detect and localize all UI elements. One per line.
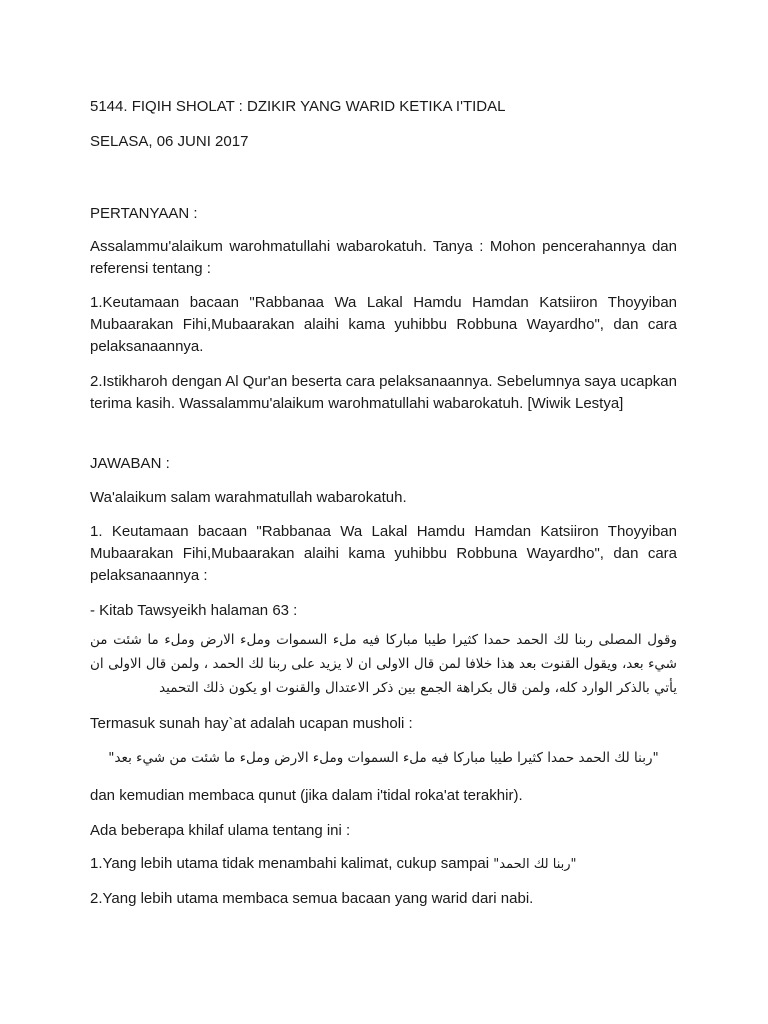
answer-item-1: 1. Keutamaan bacaan "Rabbanaa Wa Lakal Hamdu Hamdan Katsiiron Thoyyiban Mubaarakan Fihi,Mubaarakan alaihi kama yuhibbu Robbuna Wayardho", dan cara pelaksanaannya : (90, 523, 677, 584)
question-intro: Assalammu'alaikum warohmatullahi wabarokatuh. Tanya : Mohon pencerahannya dan referensi tentang : (90, 238, 677, 277)
question-item-2: 2.Istikharoh dengan Al Qur'an beserta cara pelaksanaannya. Sebelumnya saya ucapkan terima kasih. Wassalammu'alaikum warohmatullahi wabarokatuh. [Wiwik Lestya] (90, 373, 677, 412)
kitab-reference: - Kitab Tawsyeikh halaman 63 : (90, 602, 298, 619)
qunut-line: dan kemudian membaca qunut (jika dalam i'tidal roka'at terakhir). (90, 787, 523, 804)
question-item-1: 1.Keutamaan bacaan "Rabbanaa Wa Lakal Hamdu Hamdan Katsiiron Thoyyiban Mubaarakan Fihi,Mubaarakan alaihi kama yuhibbu Robbuna Wayardho", dan cara pelaksanaannya. (90, 294, 677, 355)
document-title: 5144. FIQIH SHOLAT : DZIKIR YANG WARID KETIKA I'TIDAL (90, 98, 506, 115)
answer-greeting: Wa'alaikum salam warahmatullah wabarokatuh. (90, 489, 407, 506)
arabic-quote: وقول المصلى ربنا لك الحمد حمدا كثيرا طيبا مباركا فيه ملء السموات وملء الارض وملء ما شئت من شيء بعد، ويقول القنوت بعد هذا خلافا لمن قال الاولى ان لا يزيد على ربنا لك الحمد ، ولمن قال الاولى ان يأتي بالذكر الوارد كله، ولمن قال بكراهة الجمع بين ذكر الاعتدال والقنوت او يكون ذلك التحميد (90, 632, 677, 696)
sunnah-line: Termasuk sunah hay`at adalah ucapan musholi : (90, 715, 413, 732)
answer-heading: JAWABAN : (90, 455, 170, 472)
khilaf-item-2: 2.Yang lebih utama membaca semua bacaan yang warid dari nabi. (90, 890, 534, 907)
khilaf-line: Ada beberapa khilaf ulama tentang ini : (90, 822, 351, 839)
document-date: SELASA, 06 JUNI 2017 (90, 133, 249, 150)
khilaf-item-1 (90, 853, 677, 876)
arabic-dua: "ربنا لك الحمد حمدا كثيرا طيبا مباركا فيه ملء السموات وملء الارض وملء ما شئت من شيء بعد" (108, 750, 659, 766)
khilaf-item-1-arabic: "ربنا لك الحمد" (493, 857, 577, 872)
question-heading: PERTANYAAN : (90, 205, 198, 222)
khilaf-item-1-text: 1.Yang lebih utama tidak menambahi kalimat, cukup sampai (90, 855, 494, 872)
